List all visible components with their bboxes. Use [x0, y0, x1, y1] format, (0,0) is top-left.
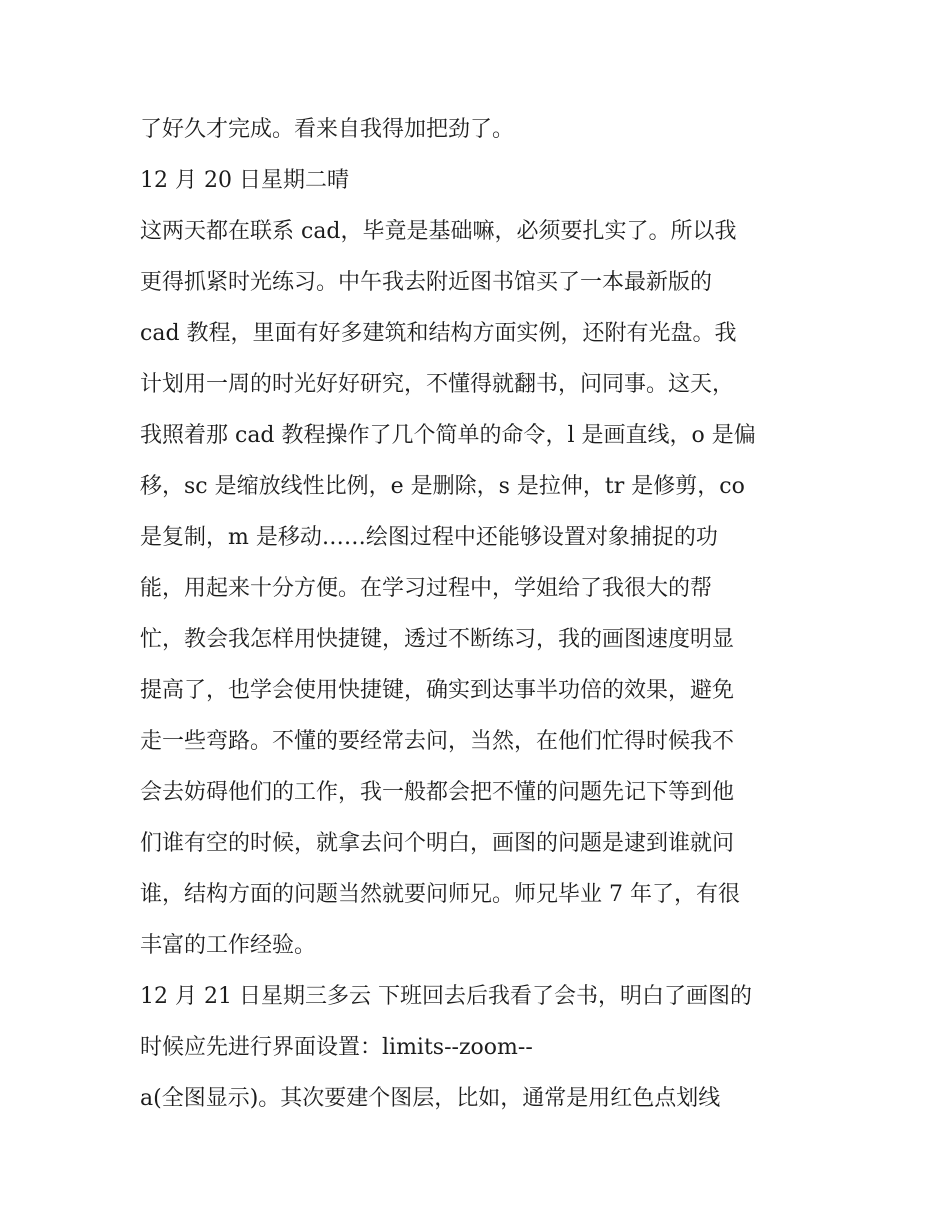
text-line: 更得抓紧时光练习。中午我去附近图书馆买了一本最新版的 — [140, 270, 713, 295]
text-line: 我照着那 cad 教程操作了几个简单的命令，l 是画直线，o 是偏 — [140, 423, 756, 448]
date-heading: 12 月 20 日星期二晴 — [140, 168, 349, 193]
text-line: 计划用一周的时光好好研究，不懂得就翻书，问同事。这天， — [140, 372, 735, 397]
text-line: 这两天都在联系 cad，毕竟是基础嘛，必须要扎实了。所以我 — [140, 219, 737, 244]
text-line: 了好久才完成。看来自我得加把劲了。 — [140, 117, 515, 142]
text-line: 谁，结构方面的问题当然就要问师兄。师兄毕业 7 年了，有很 — [140, 882, 740, 907]
text-line: 走一些弯路。不懂的要经常去问，当然，在他们忙得时候我不 — [140, 729, 735, 754]
text-line: 时候应先进行界面设置：limits--zoom-- — [140, 1035, 533, 1060]
text-line: 是复制，m 是移动……绘图过程中还能够设置对象捕捉的功 — [140, 525, 718, 550]
text-line: 提高了，也学会使用快捷键，确实到达事半功倍的效果，避免 — [140, 678, 735, 703]
text-line: 丰富的工作经验。 — [140, 933, 317, 958]
text-line: 们谁有空的时候，就拿去问个明白，画图的问题是逮到谁就问 — [140, 831, 735, 856]
date-heading: 12 月 21 日星期三多云 下班回去后我看了会书，明白了画图的 — [140, 984, 752, 1009]
text-line: 能，用起来十分方便。在学习过程中，学姐给了我很大的帮 — [140, 576, 713, 601]
text-line: 忙，教会我怎样用快捷键，透过不断练习，我的画图速度明显 — [140, 627, 735, 652]
text-line: a(全图显示)。其次要建个图层，比如，通常是用红色点划线 — [140, 1086, 721, 1111]
text-line: cad 教程，里面有好多建筑和结构方面实例，还附有光盘。我 — [140, 321, 737, 346]
text-line: 会去妨碍他们的工作，我一般都会把不懂的问题先记下等到他 — [140, 780, 735, 805]
text-line: 移，sc 是缩放线性比例，e 是删除，s 是拉伸，tr 是修剪，co — [140, 474, 745, 499]
